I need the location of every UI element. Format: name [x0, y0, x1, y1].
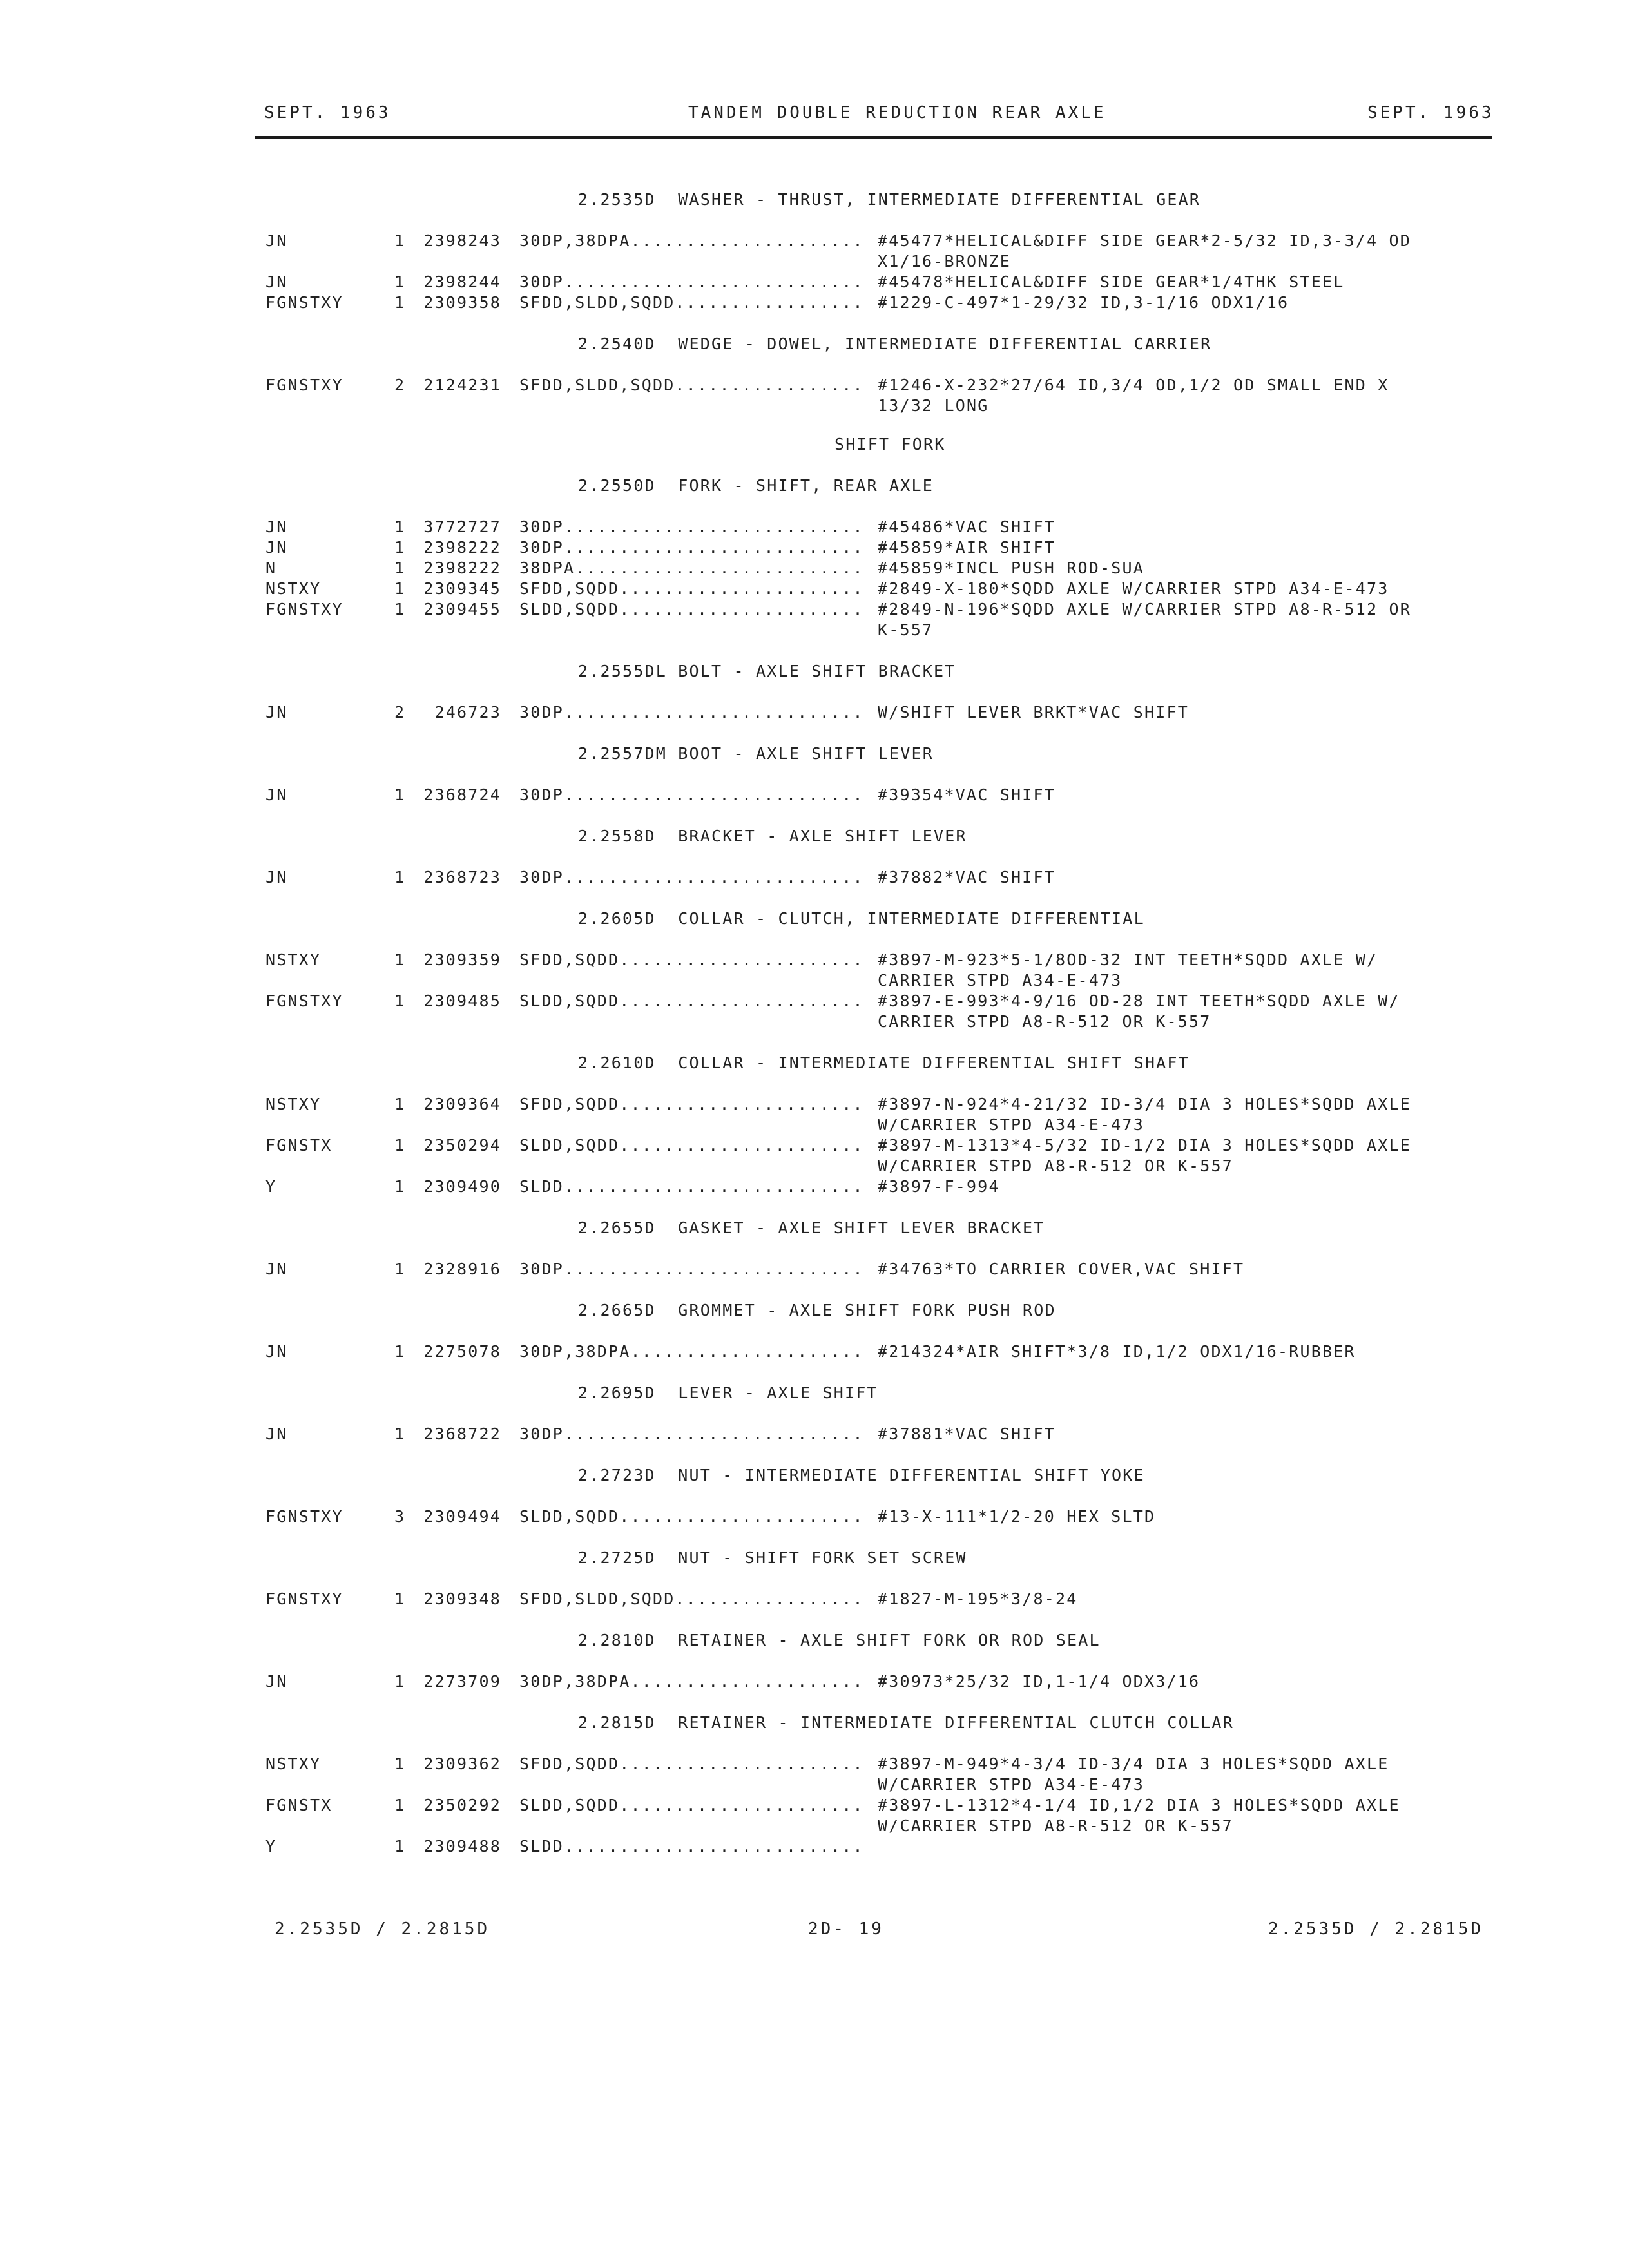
- application: SFDD,SQDD......................: [519, 950, 864, 969]
- part-number: 2309488: [412, 1837, 502, 1856]
- part-number: 2368722: [412, 1425, 502, 1443]
- header-rule: [255, 136, 1492, 139]
- application: 30DP,38DPA.....................: [519, 1672, 864, 1691]
- description-text: #30973*25/32 ID,1-1/4 ODX3/16: [878, 1672, 1200, 1691]
- description-text: #3897-M-1313*4-5/32 ID-1/2 DIA 3 HOLES*SQDD AXLE: [878, 1136, 1412, 1155]
- heading-text: 2.2655D GASKET - AXLE SHIFT LEVER BRACKET: [578, 1218, 1045, 1237]
- quantity: 1: [394, 231, 406, 250]
- model-code: FGNSTX: [265, 1136, 333, 1155]
- part-row: [0, 599, 1629, 620]
- heading-text: 2.2605D COLLAR - CLUTCH, INTERMEDIATE DIFFERENTIAL: [578, 909, 1145, 928]
- section-heading: [0, 1548, 1629, 1568]
- description-text: W/CARRIER STPD A34-E-473: [878, 1115, 1145, 1134]
- heading-spacer: [0, 929, 1629, 950]
- footer-page-number: 2D- 19: [808, 1919, 884, 1939]
- heading-text: 2.2557DM BOOT - AXLE SHIFT LEVER: [578, 744, 934, 763]
- heading-spacer: [0, 1073, 1629, 1094]
- part-number: 2398244: [412, 273, 502, 291]
- model-code: JN: [265, 517, 288, 536]
- part-row: [0, 293, 1629, 313]
- part-number: 2328916: [412, 1260, 502, 1278]
- section-heading: [0, 189, 1629, 210]
- part-number: 2368723: [412, 868, 502, 887]
- part-row: [0, 785, 1629, 805]
- description-text: W/CARRIER STPD A34-E-473: [878, 1775, 1145, 1794]
- group-title: [0, 434, 1629, 455]
- description-continuation: [0, 620, 1629, 640]
- description-text: #37881*VAC SHIFT: [878, 1425, 1056, 1443]
- part-row: [0, 272, 1629, 293]
- description-text: #3897-F-994: [878, 1177, 1000, 1196]
- header-date-right: SEPT. 1963: [1367, 103, 1494, 122]
- description-text: CARRIER STPD A34-E-473: [878, 971, 1123, 990]
- heading-text: 2.2665D GROMMET - AXLE SHIFT FORK PUSH ROD: [578, 1301, 1056, 1320]
- part-number: 2309362: [412, 1754, 502, 1773]
- section-heading: [0, 826, 1629, 847]
- part-number: 2309364: [412, 1095, 502, 1113]
- description-text: #45477*HELICAL&DIFF SIDE GEAR*2-5/32 ID,3-3/4 OD: [878, 231, 1412, 250]
- part-row: [0, 1135, 1629, 1156]
- part-row: [0, 1341, 1629, 1362]
- application: 30DP...........................: [519, 868, 864, 887]
- model-code: N: [265, 559, 277, 577]
- description-continuation: [0, 1816, 1629, 1836]
- description-text: W/CARRIER STPD A8-R-512 OR K-557: [878, 1816, 1234, 1835]
- quantity: 1: [394, 992, 406, 1010]
- heading-text: 2.2550D FORK - SHIFT, REAR AXLE: [578, 476, 934, 495]
- model-code: JN: [265, 785, 288, 804]
- application: 30DP...........................: [519, 785, 864, 804]
- part-row: [0, 1259, 1629, 1280]
- section-heading: [0, 661, 1629, 682]
- heading-spacer: [0, 354, 1629, 375]
- heading-text: 2.2535D WASHER - THRUST, INTERMEDIATE DIFFERENTIAL GEAR: [578, 190, 1201, 209]
- quantity: 1: [394, 293, 406, 312]
- header-title: TANDEM DOUBLE REDUCTION REAR AXLE: [688, 103, 1106, 122]
- part-row: [0, 1506, 1629, 1527]
- model-code: FGNSTX: [265, 1796, 333, 1814]
- part-number: 2309485: [412, 992, 502, 1010]
- quantity: 2: [394, 376, 406, 394]
- section-heading: [0, 1713, 1629, 1733]
- application: 30DP...........................: [519, 1425, 864, 1443]
- application: SFDD,SLDD,SQDD.................: [519, 293, 864, 312]
- model-code: FGNSTXY: [265, 992, 343, 1010]
- part-row: [0, 517, 1629, 537]
- group-title-text: SHIFT FORK: [834, 435, 946, 454]
- application: 30DP...........................: [519, 517, 864, 536]
- part-number: 2309359: [412, 950, 502, 969]
- description-text: #2849-N-196*SQDD AXLE W/CARRIER STPD A8-R-512 OR: [878, 600, 1412, 619]
- part-row: [0, 231, 1629, 251]
- quantity: 1: [394, 868, 406, 887]
- part-number: 2350292: [412, 1796, 502, 1814]
- part-row: [0, 579, 1629, 599]
- quantity: 1: [394, 559, 406, 577]
- model-code: JN: [265, 1342, 288, 1361]
- quantity: 1: [394, 600, 406, 619]
- description-text: #45478*HELICAL&DIFF SIDE GEAR*1/4THK STEEL: [878, 273, 1345, 291]
- heading-spacer: [0, 1651, 1629, 1671]
- section-heading: [0, 334, 1629, 354]
- part-number: 2309345: [412, 579, 502, 598]
- quantity: 1: [394, 1590, 406, 1608]
- part-row: [0, 1671, 1629, 1692]
- description-text: #1827-M-195*3/8-24: [878, 1590, 1078, 1608]
- quantity: 1: [394, 1136, 406, 1155]
- section-heading: [0, 476, 1629, 496]
- description-text: #13-X-111*1/2-20 HEX SLTD: [878, 1507, 1156, 1526]
- heading-spacer: [0, 764, 1629, 785]
- quantity: 1: [394, 785, 406, 804]
- description-text: #45486*VAC SHIFT: [878, 517, 1056, 536]
- application: 38DPA..........................: [519, 559, 864, 577]
- part-row: [0, 1177, 1629, 1197]
- footer-range-right: 2.2535D / 2.2815D: [1268, 1919, 1484, 1939]
- description-continuation: [0, 1012, 1629, 1032]
- description-text: #1246-X-232*27/64 ID,3/4 OD,1/2 OD SMALL END X: [878, 376, 1389, 394]
- model-code: JN: [265, 231, 288, 250]
- description-continuation: [0, 1115, 1629, 1135]
- application: SLDD,SQDD......................: [519, 1796, 864, 1814]
- quantity: 1: [394, 1095, 406, 1113]
- part-number: 3772727: [412, 517, 502, 536]
- heading-text: 2.2610D COLLAR - INTERMEDIATE DIFFERENTIAL SHIFT SHAFT: [578, 1053, 1190, 1072]
- model-code: NSTXY: [265, 1095, 322, 1113]
- heading-text: 2.2723D NUT - INTERMEDIATE DIFFERENTIAL SHIFT YOKE: [578, 1466, 1145, 1485]
- section-heading: [0, 744, 1629, 764]
- quantity: 1: [394, 1342, 406, 1361]
- heading-spacer: [0, 847, 1629, 867]
- description-text: W/CARRIER STPD A8-R-512 OR K-557: [878, 1157, 1234, 1175]
- part-number: 2124231: [412, 376, 502, 394]
- description-text: #34763*TO CARRIER COVER,VAC SHIFT: [878, 1260, 1245, 1278]
- part-number: 2309455: [412, 600, 502, 619]
- description-text: W/SHIFT LEVER BRKT*VAC SHIFT: [878, 703, 1190, 722]
- description-text: #2849-X-180*SQDD AXLE W/CARRIER STPD A34-E-473: [878, 579, 1389, 598]
- heading-spacer: [0, 1321, 1629, 1341]
- part-row: [0, 1795, 1629, 1816]
- part-number: 2273709: [412, 1672, 502, 1691]
- quantity: 2: [394, 703, 406, 722]
- part-number: 2309348: [412, 1590, 502, 1608]
- part-number: 2275078: [412, 1342, 502, 1361]
- application: SFDD,SLDD,SQDD.................: [519, 376, 864, 394]
- model-code: JN: [265, 273, 288, 291]
- description-text: #3897-N-924*4-21/32 ID-3/4 DIA 3 HOLES*SQDD AXLE: [878, 1095, 1412, 1113]
- part-number: 2350294: [412, 1136, 502, 1155]
- application: SFDD,SQDD......................: [519, 579, 864, 598]
- model-code: FGNSTXY: [265, 600, 343, 619]
- part-row: [0, 375, 1629, 396]
- heading-text: 2.2725D NUT - SHIFT FORK SET SCREW: [578, 1548, 967, 1567]
- part-number: 2309490: [412, 1177, 502, 1196]
- quantity: 1: [394, 1425, 406, 1443]
- description-continuation: [0, 396, 1629, 416]
- part-row: [0, 1836, 1629, 1857]
- application: 30DP,38DPA.....................: [519, 1342, 864, 1361]
- application: SFDD,SQDD......................: [519, 1754, 864, 1773]
- application: SFDD,SLDD,SQDD.................: [519, 1590, 864, 1608]
- model-code: NSTXY: [265, 1754, 322, 1773]
- description-text: #37882*VAC SHIFT: [878, 868, 1056, 887]
- description-text: #3897-E-993*4-9/16 OD-28 INT TEETH*SQDD AXLE W/: [878, 992, 1400, 1010]
- description-text: #214324*AIR SHIFT*3/8 ID,1/2 ODX1/16-RUBBER: [878, 1342, 1356, 1361]
- model-code: NSTXY: [265, 950, 322, 969]
- quantity: 1: [394, 273, 406, 291]
- description-text: CARRIER STPD A8-R-512 OR K-557: [878, 1012, 1211, 1031]
- application: 30DP...........................: [519, 703, 864, 722]
- part-row: [0, 867, 1629, 888]
- model-code: NSTXY: [265, 579, 322, 598]
- model-code: JN: [265, 868, 288, 887]
- part-number: 2398222: [412, 538, 502, 557]
- section-heading: [0, 908, 1629, 929]
- heading-spacer: [0, 682, 1629, 702]
- heading-text: 2.2815D RETAINER - INTERMEDIATE DIFFERENTIAL CLUTCH COLLAR: [578, 1713, 1234, 1732]
- part-row: [0, 702, 1629, 723]
- footer-range-left: 2.2535D / 2.2815D: [275, 1919, 490, 1939]
- heading-text: 2.2695D LEVER - AXLE SHIFT: [578, 1383, 878, 1402]
- model-code: FGNSTXY: [265, 293, 343, 312]
- quantity: 3: [394, 1507, 406, 1526]
- heading-text: 2.2540D WEDGE - DOWEL, INTERMEDIATE DIFFERENTIAL CARRIER: [578, 334, 1212, 353]
- part-row: [0, 1094, 1629, 1115]
- quantity: 1: [394, 1672, 406, 1691]
- part-row: [0, 558, 1629, 579]
- section-heading: [0, 1383, 1629, 1403]
- heading-spacer: [0, 1403, 1629, 1424]
- heading-text: 2.2810D RETAINER - AXLE SHIFT FORK OR ROD SEAL: [578, 1631, 1101, 1649]
- section-heading: [0, 1218, 1629, 1238]
- quantity: 1: [394, 1260, 406, 1278]
- model-code: FGNSTXY: [265, 376, 343, 394]
- model-code: JN: [265, 1260, 288, 1278]
- description-text: #39354*VAC SHIFT: [878, 785, 1056, 804]
- application: SLDD...........................: [519, 1177, 864, 1196]
- application: SFDD,SQDD......................: [519, 1095, 864, 1113]
- description-text: #3897-M-923*5-1/8OD-32 INT TEETH*SQDD AXLE W/: [878, 950, 1378, 969]
- model-code: Y: [265, 1837, 277, 1856]
- model-code: JN: [265, 1672, 288, 1691]
- part-row: [0, 1424, 1629, 1445]
- description-text: #45859*AIR SHIFT: [878, 538, 1056, 557]
- description-continuation: [0, 970, 1629, 991]
- application: 30DP...........................: [519, 273, 864, 291]
- heading-spacer: [0, 210, 1629, 231]
- application: SLDD,SQDD......................: [519, 992, 864, 1010]
- model-code: Y: [265, 1177, 277, 1196]
- heading-spacer: [0, 1486, 1629, 1506]
- heading-text: 2.2558D BRACKET - AXLE SHIFT LEVER: [578, 827, 967, 845]
- description-text: #1229-C-497*1-29/32 ID,3-1/16 ODX1/16: [878, 293, 1289, 312]
- parts-list: [0, 169, 1629, 1857]
- heading-spacer: [0, 1568, 1629, 1589]
- heading-spacer: [0, 1733, 1629, 1754]
- quantity: 1: [394, 1796, 406, 1814]
- section-heading: [0, 1053, 1629, 1073]
- part-number: 2398243: [412, 231, 502, 250]
- heading-spacer: [0, 1238, 1629, 1259]
- part-number: 2309494: [412, 1507, 502, 1526]
- quantity: 1: [394, 579, 406, 598]
- application: SLDD...........................: [519, 1837, 864, 1856]
- part-row: [0, 1754, 1629, 1774]
- part-number: 2398222: [412, 559, 502, 577]
- description-continuation: [0, 1774, 1629, 1795]
- part-row: [0, 991, 1629, 1012]
- header-date-left: SEPT. 1963: [264, 103, 391, 122]
- quantity: 1: [394, 950, 406, 969]
- model-code: JN: [265, 703, 288, 722]
- heading-text: 2.2555DL BOLT - AXLE SHIFT BRACKET: [578, 662, 956, 680]
- part-number: 2368724: [412, 785, 502, 804]
- description-text: #45859*INCL PUSH ROD-SUA: [878, 559, 1145, 577]
- application: 30DP...........................: [519, 538, 864, 557]
- quantity: 1: [394, 538, 406, 557]
- heading-spacer: [0, 496, 1629, 517]
- model-code: JN: [265, 1425, 288, 1443]
- description-text: #3897-L-1312*4-1/4 ID,1/2 DIA 3 HOLES*SQDD AXLE: [878, 1796, 1400, 1814]
- quantity: 1: [394, 1177, 406, 1196]
- description-continuation: [0, 1156, 1629, 1177]
- section-heading: [0, 1630, 1629, 1651]
- application: SLDD,SQDD......................: [519, 1507, 864, 1526]
- quantity: 1: [394, 1837, 406, 1856]
- part-row: [0, 1589, 1629, 1610]
- model-code: FGNSTXY: [265, 1590, 343, 1608]
- application: SLDD,SQDD......................: [519, 1136, 864, 1155]
- section-heading: [0, 1300, 1629, 1321]
- application: 30DP...........................: [519, 1260, 864, 1278]
- description-text: #3897-M-949*4-3/4 ID-3/4 DIA 3 HOLES*SQDD AXLE: [878, 1754, 1389, 1773]
- quantity: 1: [394, 1754, 406, 1773]
- model-code: JN: [265, 538, 288, 557]
- description-text: K-557: [878, 620, 934, 639]
- description-text: 13/32 LONG: [878, 396, 989, 415]
- part-number: 246723: [412, 703, 502, 722]
- application: 30DP,38DPA.....................: [519, 231, 864, 250]
- description-text: X1/16-BRONZE: [878, 252, 1012, 271]
- section-heading: [0, 1465, 1629, 1486]
- part-row: [0, 537, 1629, 558]
- part-row: [0, 950, 1629, 970]
- quantity: 1: [394, 517, 406, 536]
- description-continuation: [0, 251, 1629, 272]
- part-number: 2309358: [412, 293, 502, 312]
- application: SLDD,SQDD......................: [519, 600, 864, 619]
- model-code: FGNSTXY: [265, 1507, 343, 1526]
